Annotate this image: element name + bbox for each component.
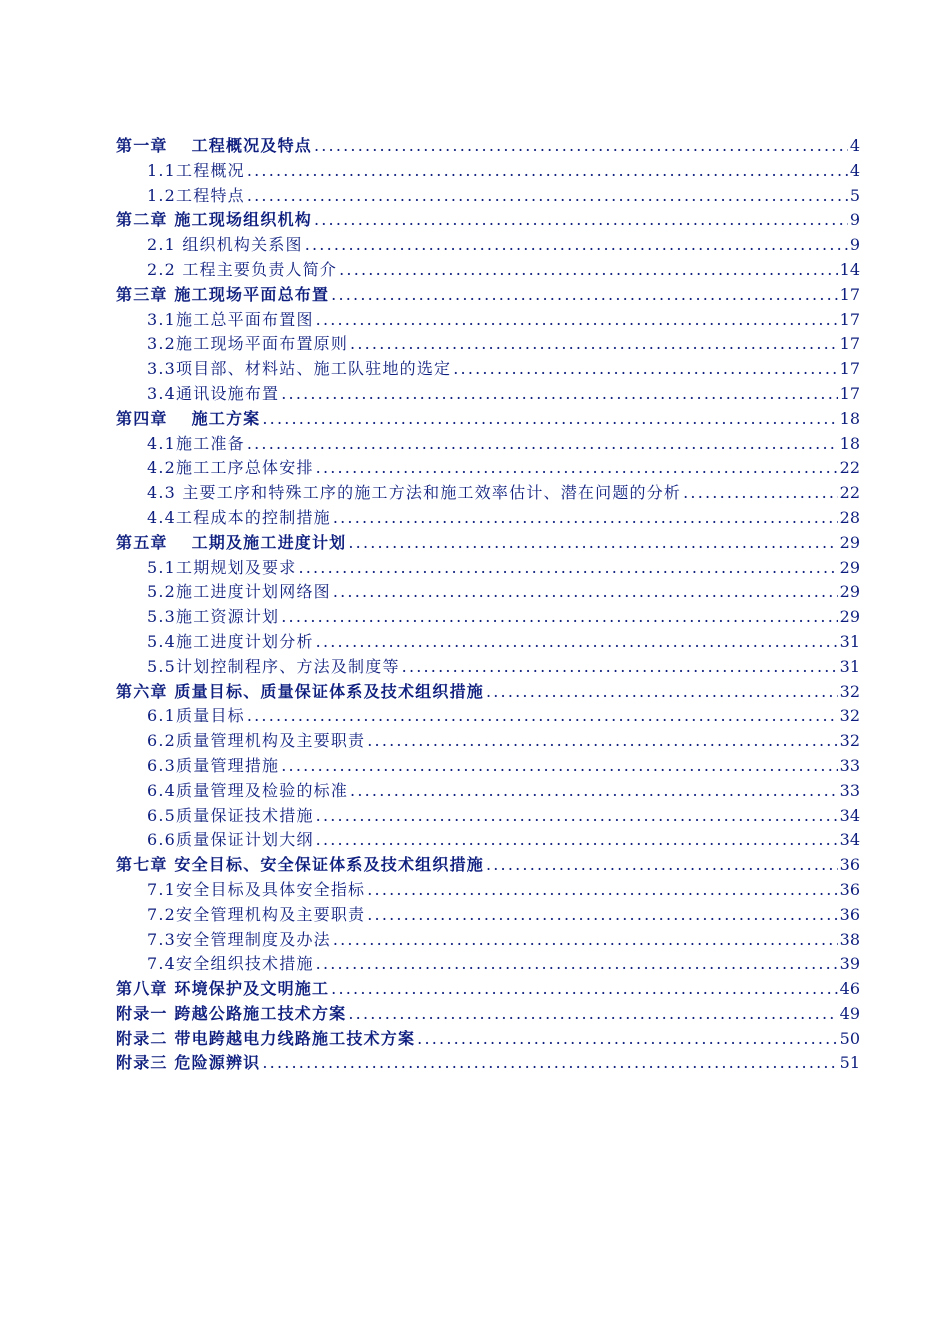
toc-entry-title: 第四章 施工方案	[116, 408, 261, 428]
toc-dot-leader	[316, 630, 838, 655]
toc-dot-leader	[316, 804, 838, 829]
toc-section-entry[interactable]	[116, 332, 860, 357]
toc-chapter-entry[interactable]	[116, 531, 860, 556]
toc-page-number: 46	[839, 979, 860, 999]
toc-entry-title: 2.1 组织机构关系图	[147, 235, 303, 255]
toc-section-entry[interactable]	[116, 382, 860, 407]
toc-section-entry[interactable]	[116, 952, 860, 977]
toc-entry-title: 第一章 工程概况及特点	[116, 136, 312, 155]
toc-chapter-entry[interactable]	[116, 283, 860, 308]
toc-entry-title: 4.3 主要工序和特殊工序的施工方法和施工效率估计、潜在问题的分析	[147, 483, 682, 503]
toc-dot-leader	[281, 754, 837, 779]
toc-chapter-entry[interactable]	[116, 1027, 860, 1052]
toc-dot-leader	[247, 159, 848, 184]
toc-entry-title: 附录一 跨越公路施工技术方案	[116, 1003, 347, 1023]
toc-dot-leader	[281, 382, 837, 407]
toc-section-entry[interactable]	[116, 258, 860, 283]
table-of-contents	[116, 134, 860, 1076]
toc-entry-title: 第八章 环境保护及文明施工	[116, 979, 330, 999]
toc-entry-title: 3.4通讯设施布置	[147, 383, 280, 403]
toc-page-number: 17	[839, 284, 860, 304]
toc-section-entry[interactable]	[116, 804, 860, 829]
toc-chapter-entry[interactable]	[116, 853, 860, 878]
toc-entry-title: 1.2工程特点	[147, 185, 245, 205]
toc-page-number: 4	[849, 160, 860, 180]
toc-page-number: 4	[849, 136, 860, 155]
toc-page-number: 29	[839, 607, 860, 627]
toc-dot-leader	[417, 1027, 837, 1052]
toc-dot-leader	[262, 407, 837, 432]
toc-dot-leader	[367, 878, 837, 903]
toc-page-number: 36	[839, 855, 860, 875]
toc-dot-leader	[486, 853, 838, 878]
toc-page-number: 18	[839, 408, 860, 428]
toc-dot-leader	[333, 928, 838, 953]
toc-dot-leader	[333, 506, 838, 531]
toc-page-number: 49	[839, 1003, 860, 1023]
toc-entry-title: 第三章 施工现场平面总布置	[116, 284, 330, 304]
toc-entry-title: 5.2施工进度计划网络图	[147, 582, 331, 602]
toc-page-number: 17	[839, 309, 860, 329]
toc-entry-title: 附录三 危险源辨识	[116, 1053, 261, 1073]
toc-entry-title: 4.1施工准备	[147, 433, 245, 453]
toc-dot-leader	[281, 605, 837, 630]
toc-page-number: 17	[839, 383, 860, 403]
toc-entry-title: 6.5质量保证技术措施	[147, 805, 314, 825]
toc-entry-title: 7.3安全管理制度及办法	[147, 929, 331, 949]
toc-page-number: 9	[849, 210, 860, 230]
toc-chapter-entry[interactable]	[116, 1051, 860, 1076]
toc-page-number: 31	[839, 656, 860, 676]
toc-entry-title: 5.3施工资源计划	[147, 607, 280, 627]
toc-page-number: 17	[839, 334, 860, 354]
toc-section-entry[interactable]	[116, 456, 860, 481]
toc-section-entry[interactable]	[116, 556, 860, 581]
toc-page-number: 9	[849, 235, 860, 255]
toc-chapter-entry[interactable]	[116, 407, 860, 432]
toc-page-number: 28	[839, 507, 860, 527]
toc-entry-title: 第二章 施工现场组织机构	[116, 210, 312, 230]
toc-page-number: 51	[839, 1053, 860, 1073]
toc-page-number: 29	[839, 532, 860, 552]
toc-section-entry[interactable]	[116, 928, 860, 953]
toc-page-number: 36	[839, 904, 860, 924]
toc-page-number: 34	[839, 830, 860, 850]
toc-entry-title: 1.1工程概况	[147, 160, 245, 180]
toc-section-entry[interactable]	[116, 357, 860, 382]
toc-page-number: 33	[839, 755, 860, 775]
toc-dot-leader	[316, 456, 838, 481]
toc-entry-title: 3.3项目部、材料站、施工队驻地的选定	[147, 359, 452, 379]
toc-page-number: 5	[849, 185, 860, 205]
toc-section-entry[interactable]	[116, 159, 860, 184]
toc-page-number: 34	[839, 805, 860, 825]
toc-dot-leader	[331, 977, 837, 1002]
toc-section-entry[interactable]	[116, 655, 860, 680]
toc-entry-title: 6.4质量管理及检验的标准	[147, 780, 349, 800]
toc-chapter-entry[interactable]	[116, 1002, 860, 1027]
toc-page-number: 50	[839, 1028, 860, 1048]
toc-entry-title: 6.6质量保证计划大纲	[147, 830, 314, 850]
toc-section-entry[interactable]	[116, 878, 860, 903]
toc-entry-title: 6.3质量管理措施	[147, 755, 280, 775]
toc-dot-leader	[333, 580, 838, 605]
toc-page-number: 33	[839, 780, 860, 800]
toc-dot-leader	[247, 432, 838, 457]
toc-dot-leader	[262, 1051, 837, 1076]
toc-dot-leader	[298, 556, 837, 581]
toc-chapter-entry[interactable]	[116, 134, 860, 159]
toc-section-entry[interactable]	[116, 184, 860, 209]
toc-entry-title: 6.2质量管理机构及主要职责	[147, 731, 366, 751]
toc-page-number: 32	[839, 731, 860, 751]
toc-entry-title: 4.4工程成本的控制措施	[147, 507, 331, 527]
toc-page-number: 32	[839, 706, 860, 726]
toc-page-number: 22	[839, 458, 860, 478]
toc-page-number: 14	[839, 259, 860, 279]
toc-page-number: 36	[839, 879, 860, 899]
toc-page-number: 32	[839, 681, 860, 701]
toc-entry-title: 第五章 工期及施工进度计划	[116, 532, 347, 552]
toc-dot-leader	[339, 258, 838, 283]
toc-section-entry[interactable]	[116, 605, 860, 630]
toc-entry-title: 7.1安全目标及具体安全指标	[147, 879, 366, 899]
toc-dot-leader	[331, 283, 837, 308]
toc-section-entry[interactable]	[116, 754, 860, 779]
toc-entry-title: 2.2 工程主要负责人简介	[147, 259, 338, 279]
toc-dot-leader	[316, 828, 838, 853]
toc-dot-leader	[350, 779, 838, 804]
toc-chapter-entry[interactable]	[116, 977, 860, 1002]
toc-dot-leader	[402, 655, 838, 680]
toc-entry-title: 7.4安全组织技术措施	[147, 954, 314, 974]
toc-entry-title: 7.2安全管理机构及主要职责	[147, 904, 366, 924]
toc-section-entry[interactable]	[116, 481, 860, 506]
toc-dot-leader	[316, 952, 838, 977]
toc-dot-leader	[316, 308, 838, 333]
toc-entry-title: 5.5计划控制程序、方法及制度等	[147, 656, 400, 676]
toc-dot-leader	[247, 184, 848, 209]
toc-chapter-entry[interactable]	[116, 680, 860, 705]
toc-dot-leader	[683, 481, 838, 506]
toc-page-number: 31	[839, 631, 860, 651]
toc-dot-leader	[367, 729, 837, 754]
toc-section-entry[interactable]	[116, 903, 860, 928]
toc-dot-leader	[486, 680, 838, 705]
toc-entry-title: 第七章 安全目标、安全保证体系及技术组织措施	[116, 855, 484, 875]
toc-dot-leader	[350, 332, 838, 357]
toc-section-entry[interactable]	[116, 828, 860, 853]
toc-entry-title: 4.2施工工序总体安排	[147, 458, 314, 478]
toc-dot-leader	[348, 531, 837, 556]
toc-entry-title: 6.1质量目标	[147, 706, 245, 726]
toc-entry-title: 3.2施工现场平面布置原则	[147, 334, 349, 354]
toc-page-number: 39	[839, 954, 860, 974]
toc-section-entry[interactable]	[116, 704, 860, 729]
toc-section-entry[interactable]	[116, 432, 860, 457]
toc-section-entry[interactable]	[116, 630, 860, 655]
toc-section-entry[interactable]	[116, 729, 860, 754]
toc-dot-leader	[348, 1002, 837, 1027]
toc-page-number: 29	[839, 557, 860, 577]
toc-page-number: 22	[839, 483, 860, 503]
toc-entry-title: 3.1施工总平面布置图	[147, 309, 314, 329]
toc-page-number: 38	[839, 929, 860, 949]
toc-section-entry[interactable]	[116, 580, 860, 605]
toc-dot-leader	[367, 903, 837, 928]
toc-chapter-entry[interactable]	[116, 208, 860, 233]
toc-entry-title: 5.1工期规划及要求	[147, 557, 297, 577]
toc-entry-title: 5.4施工进度计划分析	[147, 631, 314, 651]
toc-entry-title: 附录二 带电跨越电力线路施工技术方案	[116, 1028, 416, 1048]
toc-dot-leader	[247, 704, 838, 729]
toc-entry-title: 第六章 质量目标、质量保证体系及技术组织措施	[116, 681, 484, 701]
toc-dot-leader	[314, 208, 848, 233]
toc-section-entry[interactable]	[116, 779, 860, 804]
toc-dot-leader	[305, 233, 848, 258]
toc-section-entry[interactable]	[116, 233, 860, 258]
toc-page-number: 17	[839, 359, 860, 379]
toc-page-number: 29	[839, 582, 860, 602]
toc-dot-leader	[453, 357, 837, 382]
toc-section-entry[interactable]	[116, 506, 860, 531]
toc-section-entry[interactable]	[116, 308, 860, 333]
toc-dot-leader	[314, 134, 848, 159]
toc-page-number: 18	[839, 433, 860, 453]
